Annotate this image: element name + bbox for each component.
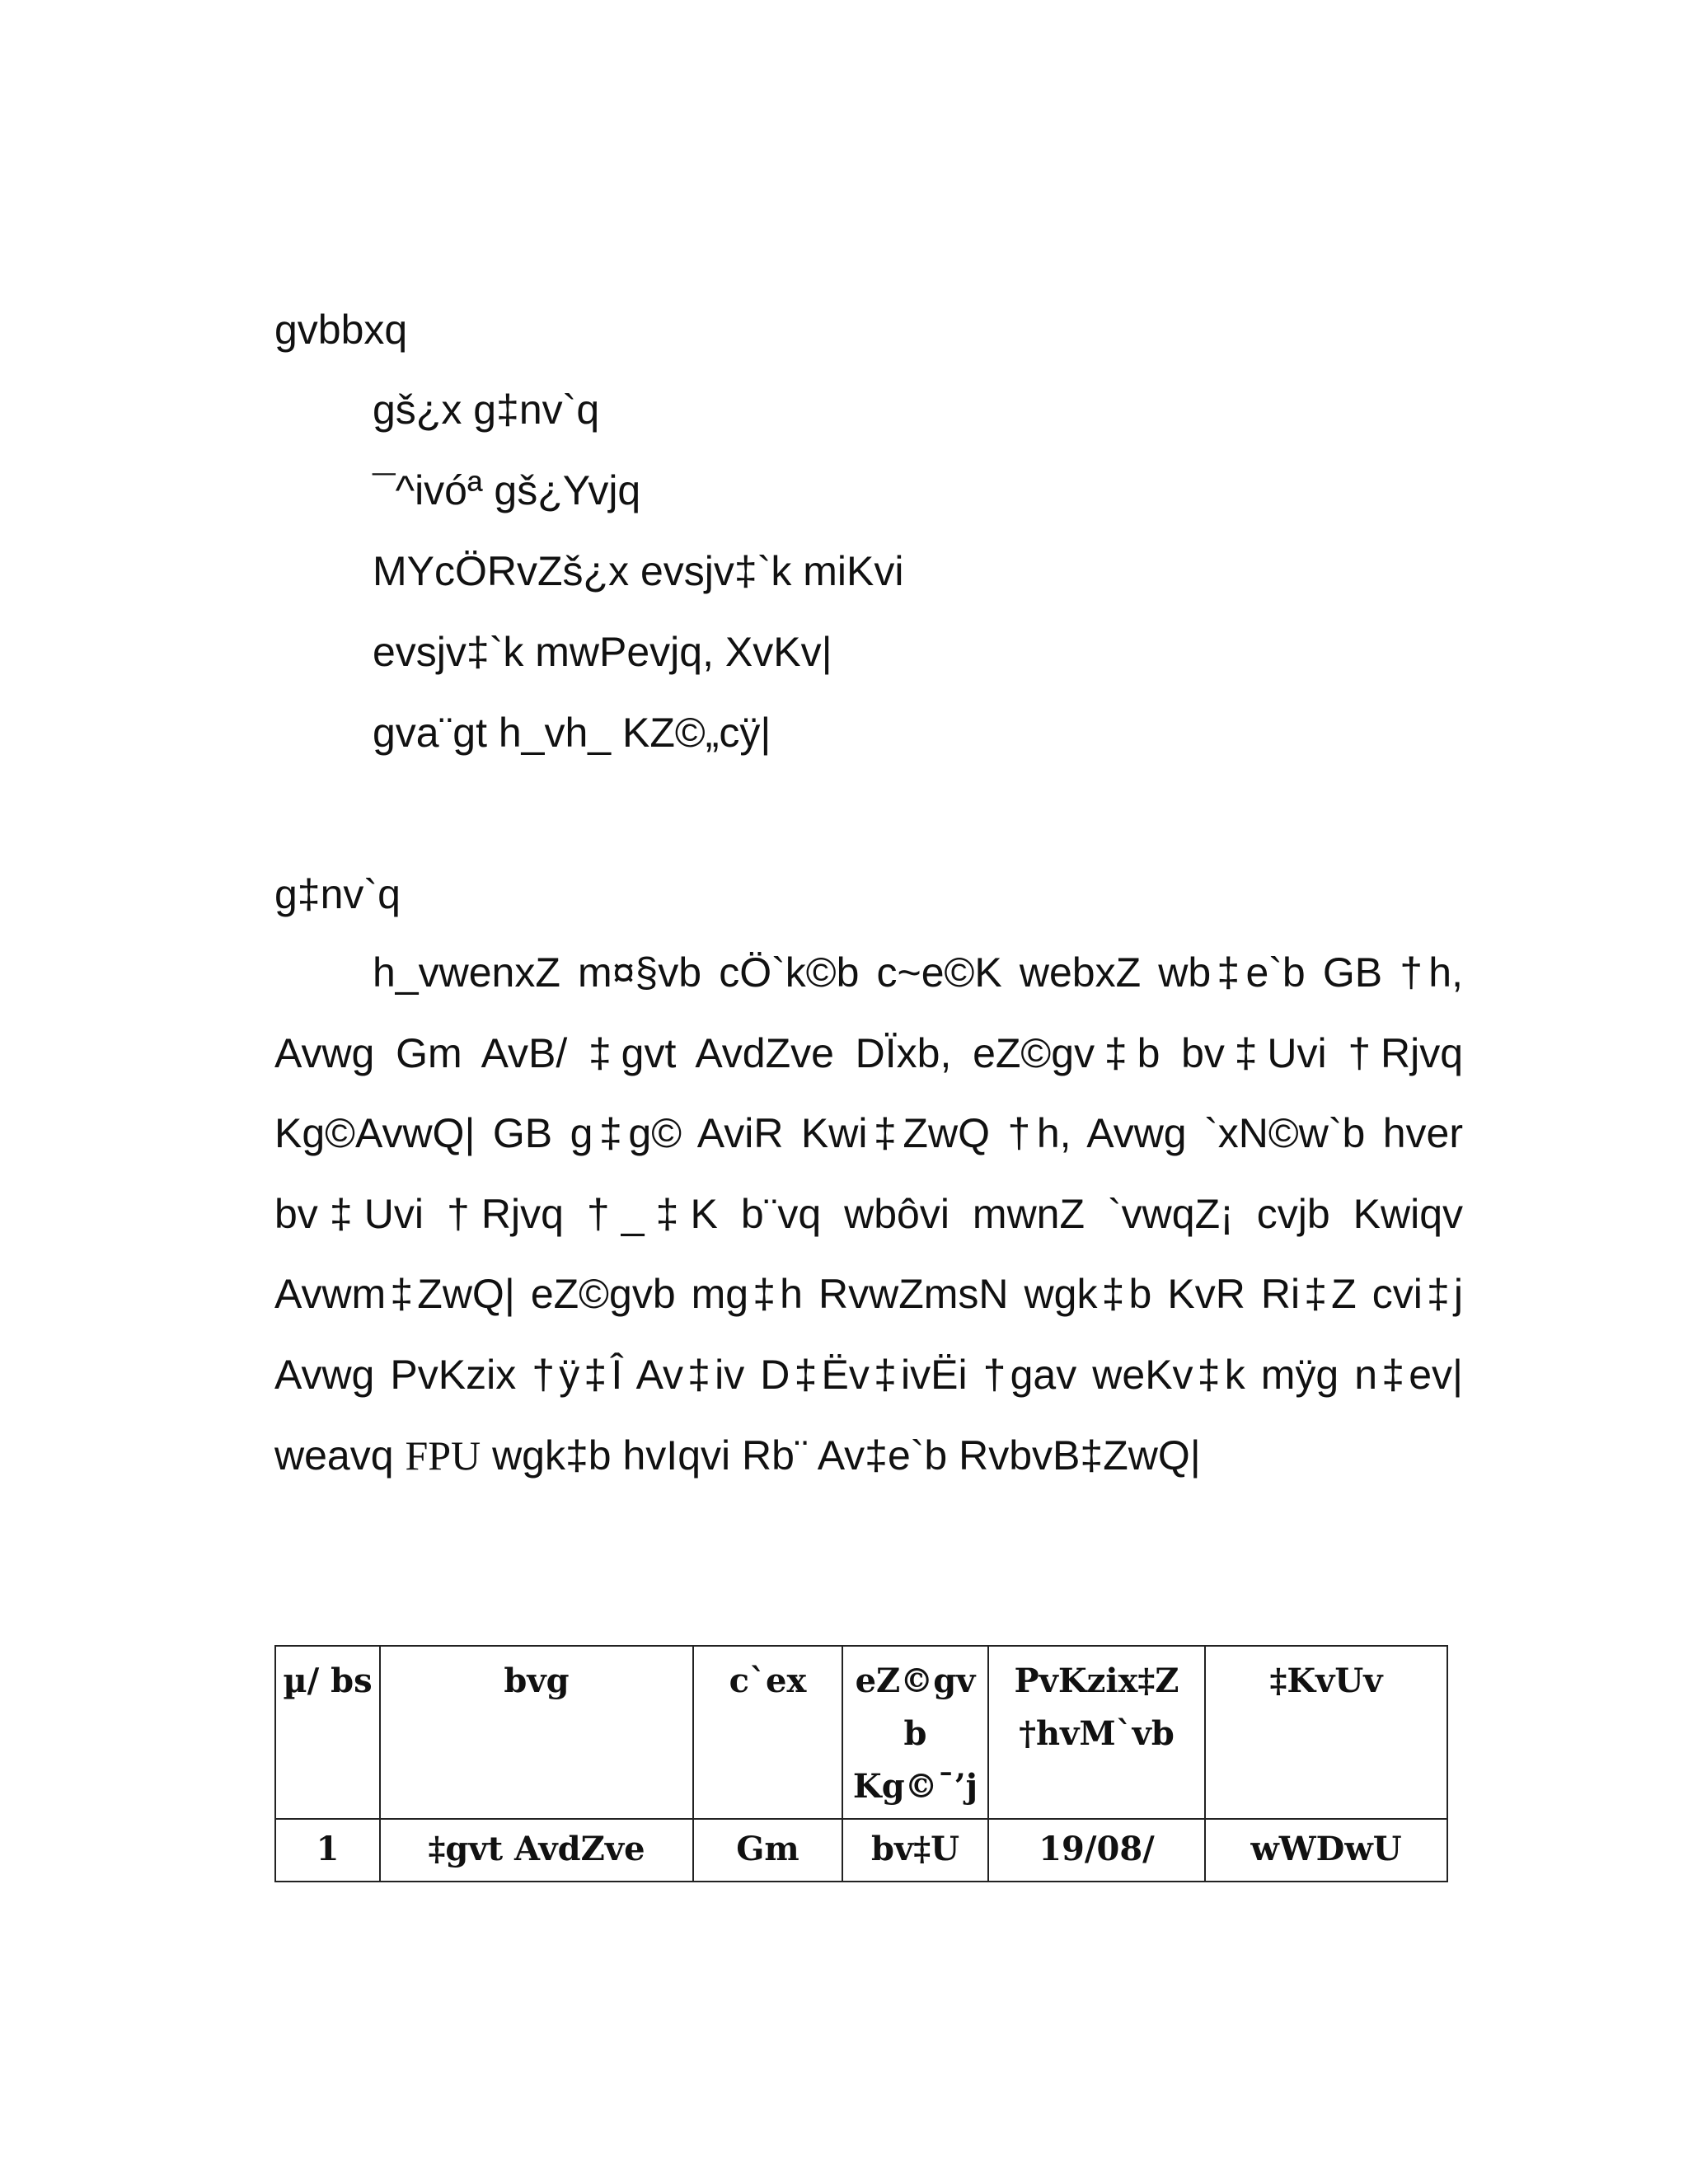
cell-joining-date: 19/08/ bbox=[988, 1819, 1205, 1882]
body-text: wgk‡b hvIqvi Rb¨ Av‡e`b RvbvB‡ZwQ| bbox=[492, 1432, 1201, 1479]
address-line: evsjv‡`k mwPevjq, XvKv| bbox=[373, 629, 832, 675]
body-text: h_vwenxZ m¤§vb cÖ`k©b c~e©K webxZ wb‡e`b GB †h, Avwg Gm AvB/ ‡gvt AvdZve DÏxb, eZ©gv‡b bv‡Uvi †Rjvq Kg©AvwQ| GB g‡g© AviR Kwi‡ZwQ †h, Avwg `xN©w`b hver bv‡Uvi †Rjvq †_‡K b¨vq wbôvi mwnZ `vwqZ¡ cvjb Kwiqv Avwm‡ZwQ| eZ©gvb mg‡h RvwZmsN wgk‡b KvR Ri‡Z cvi‡j Avwg PvKzix †ÿ‡Î Av‡iv D‡Ëv‡ivËi †gav weKv‡k mÿg n‡ev| weavq bbox=[274, 949, 1463, 1479]
cell-quota: wWDwU bbox=[1205, 1819, 1447, 1882]
salutation: gvbbxq bbox=[274, 307, 408, 353]
cell-name: ‡gvt AvdZve bbox=[380, 1819, 693, 1882]
personnel-table bbox=[274, 1645, 1448, 1882]
body-paragraph bbox=[274, 933, 1463, 1496]
address-line: ¯^ivóª gš¿Yvjq bbox=[373, 467, 641, 513]
header-current-posting: eZ©gvb Kg©¯’j bbox=[842, 1646, 988, 1819]
header-name: bvg bbox=[380, 1646, 693, 1819]
header-rank: c`ex bbox=[693, 1646, 842, 1819]
header-serial: µ/ bs bbox=[275, 1646, 380, 1819]
header-quota: ‡KvUv bbox=[1205, 1646, 1447, 1819]
table-row bbox=[275, 1819, 1447, 1882]
header-joining-date: PvKzix‡Z †hvM`vb bbox=[988, 1646, 1205, 1819]
address-line: gš¿x g‡nv`q bbox=[373, 387, 600, 433]
table-header-row bbox=[275, 1646, 1447, 1819]
cell-serial: 1 bbox=[275, 1819, 380, 1882]
cell-current-posting: bv‡U bbox=[842, 1819, 988, 1882]
address-line: MYcÖRvZš¿x evsjv‡`k miKvi bbox=[373, 548, 904, 594]
cell-rank: Gm bbox=[693, 1819, 842, 1882]
subject-heading: g‡nv`q bbox=[274, 871, 401, 917]
acronym-text: FPU bbox=[405, 1432, 481, 1479]
address-line: gva¨gt h_vh_ KZ©„cÿ| bbox=[373, 710, 771, 756]
